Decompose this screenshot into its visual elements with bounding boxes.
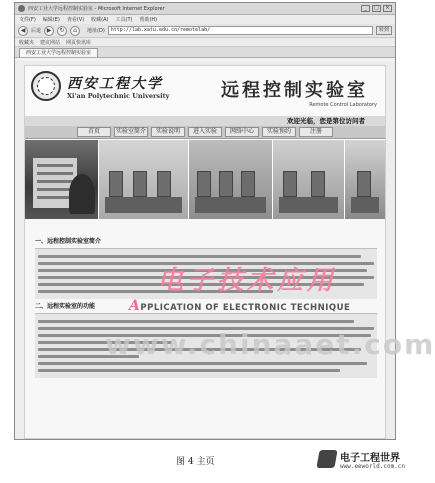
lab-photo (273, 140, 344, 219)
forward-arrow-icon[interactable]: ▶ (44, 26, 54, 36)
lab-title: 远程控制实验室 (221, 80, 368, 101)
menu-file[interactable]: 文件(F) (19, 17, 36, 23)
home-icon[interactable]: ⌂ (70, 26, 80, 36)
site-header (25, 66, 385, 116)
section-title: 二、远程实验室的功能 (35, 303, 96, 310)
eeworld-logo-icon (316, 450, 337, 468)
nav-register[interactable]: 注册 (299, 127, 333, 137)
nav-enter-experiment[interactable]: 进入实验 (188, 127, 222, 137)
menu-tools[interactable]: 工具(T) (115, 17, 133, 23)
eeworld-brand (318, 446, 406, 478)
website (24, 65, 435, 439)
campus-building-photo (25, 140, 98, 219)
menu-view[interactable]: 查看(V) (66, 17, 85, 23)
page-viewport (15, 61, 435, 439)
title-bar (15, 3, 395, 15)
menu-favorites[interactable]: 收藏(A) (91, 17, 109, 23)
minimize-icon[interactable]: _ (361, 5, 370, 12)
favorites-item[interactable]: 网页快讯库 (66, 39, 92, 46)
welcome-banner: 欢迎光临，您是第位访问者 (25, 116, 385, 126)
brand-name: 电子工程世界 (340, 453, 400, 464)
brand-url: www.eeworld.com.cn (340, 463, 406, 470)
menu-edit[interactable]: 编辑(E) (42, 17, 60, 23)
tab-bar (15, 47, 395, 58)
go-button[interactable]: 转到 (376, 26, 392, 35)
nav-reservation[interactable]: 实验预约 (262, 127, 296, 137)
nav-instructions[interactable]: 实验说明 (151, 127, 185, 137)
favorites-item[interactable]: 收藏夹 (19, 39, 35, 46)
address-input[interactable]: http://lab.xatu.edu.cn/remotelab/ (108, 26, 373, 35)
ie-icon (18, 5, 25, 12)
browser-window (14, 2, 435, 440)
nav-lab-intro[interactable]: 实验室简介 (115, 128, 146, 135)
window-title: 西安工业大学远程控制实验室 - Microsoft Internet Explorer (28, 6, 165, 12)
university-name-en: Xi'an Polytechnic University (67, 92, 170, 100)
favorites-bar (15, 38, 395, 47)
nav-home[interactable]: 首页 (77, 127, 111, 137)
university-name-cn: 西安工程大学 (67, 76, 163, 92)
close-icon[interactable]: × (383, 5, 392, 12)
maximize-icon[interactable]: □ (372, 5, 381, 12)
site-nav (25, 126, 385, 139)
watermark-tagline: APPLICATION OF ELECTRONIC TECHNIQUE (129, 298, 351, 314)
lab-photo (99, 140, 188, 219)
favorites-item[interactable]: 建议网站 (40, 39, 61, 46)
watermark-logo-cn: 电子技术应用 (157, 266, 338, 296)
back-label[interactable]: 后退 (31, 28, 42, 34)
tab-active[interactable]: 西安工业大学远程控制实验室 (19, 48, 98, 57)
university-logo-icon (31, 71, 61, 101)
watermark-url: www.chinaaet.com (105, 328, 435, 361)
address-label: 地址(D) (87, 28, 105, 34)
toolbar (15, 24, 395, 38)
lab-subtitle: Remote Control Laboratory (309, 102, 377, 108)
figure-caption: 图 4 主页 (176, 457, 215, 467)
menu-help[interactable]: 帮助(H) (139, 17, 158, 23)
nav-network-center[interactable]: 网络中心 (225, 127, 259, 137)
photo-banner (25, 139, 385, 219)
lab-photo (345, 140, 385, 219)
refresh-icon[interactable]: ↻ (57, 26, 67, 36)
back-arrow-icon[interactable]: ◀ (18, 26, 28, 36)
menu-bar (15, 15, 395, 24)
lab-photo (189, 140, 272, 219)
section-title: 一、远程控制实验室简介 (35, 238, 102, 245)
